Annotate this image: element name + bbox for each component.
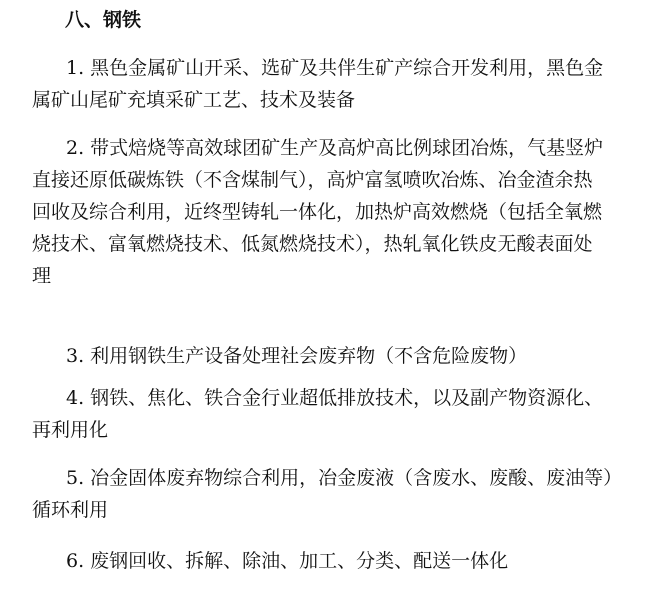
list-item-line: 回收及综合利用，近终型铸轧一体化，加热炉高效燃烧（包括全氧燃 [32, 201, 603, 223]
list-item-line: 直接还原低碳炼铁（不含煤制气），高炉富氢喷吹冶炼、冶金渣余热 [32, 169, 593, 191]
list-item-line: 属矿山尾矿充填采矿工艺、技术及装备 [32, 89, 356, 111]
list-item-line: 5. 冶金固体废弃物综合利用，冶金废液（含废水、废酸、废油等） [66, 467, 623, 489]
list-item-line: 再利用化 [32, 419, 109, 441]
list-item-4 [32, 382, 640, 446]
list-item-line: 循环利用 [32, 499, 109, 521]
list-item-1 [32, 52, 640, 116]
list-item-line: 3. 利用钢铁生产设备处理社会废弃物（不含危险废物） [66, 345, 528, 367]
list-item-5 [32, 462, 640, 526]
list-item-line: 2. 带式焙烧等高效球团矿生产及高炉高比例球团冶炼，气基竖炉 [66, 137, 604, 159]
list-item-line: 烧技术、富氧燃烧技术、低氮燃烧技术），热轧氧化铁皮无酸表面处 [32, 233, 593, 255]
list-item-line: 1. 黑色金属矿山开采、选矿及共伴生矿产综合开发利用，黑色金 [66, 57, 604, 79]
list-item-line: 4. 钢铁、焦化、铁合金行业超低排放技术，以及副产物资源化、 [66, 387, 604, 409]
list-item-6 [32, 545, 640, 577]
list-item-line: 理 [32, 265, 52, 287]
section-heading: 八、钢铁 [65, 9, 142, 31]
list-item-line: 6. 废钢回收、拆解、除油、加工、分类、配送一体化 [66, 550, 509, 572]
list-item-3 [32, 340, 640, 372]
list-item-2 [32, 132, 640, 292]
